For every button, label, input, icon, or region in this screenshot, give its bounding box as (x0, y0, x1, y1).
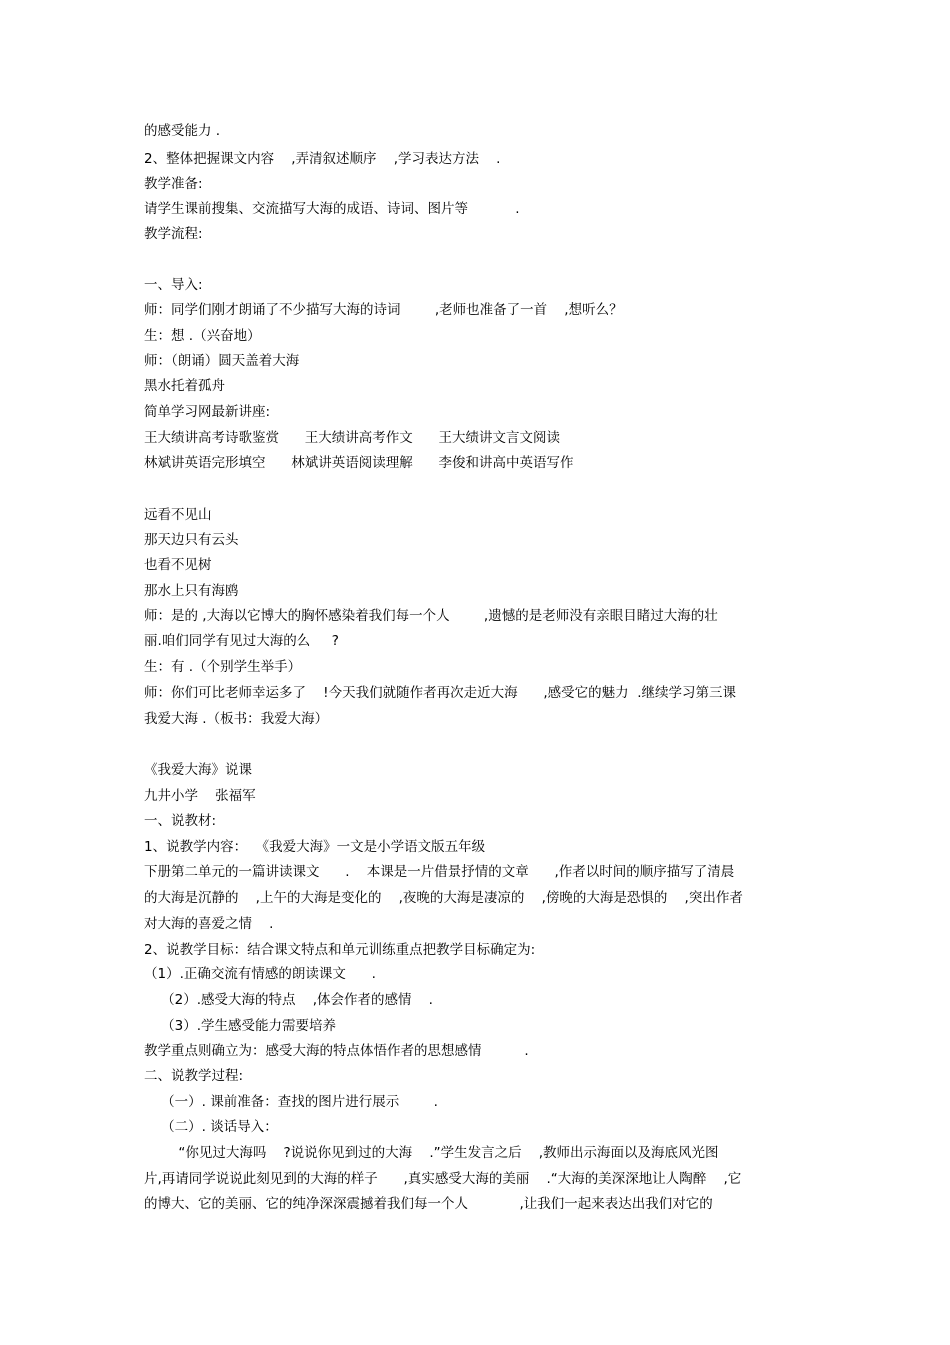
text-line: 《我爱大海》说课 (144, 762, 252, 778)
text-line: 我爱大海 .（板书：我爱大海） (144, 711, 329, 727)
text-line: 师：是的 ,大海以它博大的胸怀感染着我们每一个人 ,遗憾的是老师没有亲眼目睹过大海的壮 (144, 608, 718, 624)
text-line: 也看不见树 (144, 557, 212, 573)
text-line: （3）.学生感受能力需要培养 (144, 1018, 337, 1034)
text-line: 远看不见山 (144, 507, 212, 523)
text-line: 师：同学们刚才朗诵了不少描写大海的诗词 ,老师也准备了一首 ,想听么？ (144, 302, 623, 318)
text-line: 一、说教材: (144, 813, 217, 829)
text-line: 教学流程: (144, 226, 203, 242)
text-line: 2、说教学目标：结合课文特点和单元训练重点把教学目标确定为: (144, 942, 536, 958)
text-line: 片,再请同学说说此刻见到的大海的样子 ,真实感受大海的美丽 .“大海的美深深地让人陶醉 ,它 (144, 1171, 742, 1187)
text-line: 的感受能力 . (144, 123, 221, 139)
text-line: （二）. 谈话导入： (144, 1119, 278, 1135)
text-line: 丽.咱们同学有见过大海的么 ? (144, 633, 339, 649)
text-line: 师：（朗诵）圆天盖着大海 (144, 353, 300, 369)
text-line: 教学准备: (144, 176, 203, 192)
text-line: 生：有 .（个别学生举手） (144, 659, 302, 675)
text-line: 教学重点则确立为：感受大海的特点体悟作者的思想感情 . (144, 1043, 529, 1059)
text-line: 2、整体把握课文内容 ,弄清叙述顺序 ,学习表达方法 . (144, 151, 501, 167)
text-line: 黑水托着孤舟 (144, 378, 225, 394)
text-line: 简单学习网最新讲座: (144, 404, 271, 420)
text-line: 九井小学 张福军 (144, 788, 256, 804)
text-line: 请学生课前搜集、交流描写大海的成语、诗词、图片等 . (144, 201, 520, 217)
text-line: 下册第二单元的一篇讲读课文 . 本课是一片借景抒情的文章 ,作者以时间的顺序描写了清晨 (144, 864, 735, 880)
text-line: （2）.感受大海的特点 ,体会作者的感情 . (144, 992, 433, 1008)
text-line: 那水上只有海鸥 (144, 583, 239, 599)
text-line: 师：你们可比老师幸运多了 !今天我们就随作者再次走近大海 ,感受它的魅力 .继续学习第三课 (144, 685, 736, 701)
text-line: 的大海是沉静的 ,上午的大海是变化的 ,夜晚的大海是凄凉的 ,傍晚的大海是恐惧的 ,突出作者 (144, 890, 743, 906)
text-line: 生：想 .（兴奋地） (144, 328, 261, 344)
text-line: 林斌讲英语完形填空 林斌讲英语阅读理解 李俊和讲高中英语写作 (144, 455, 574, 471)
text-line: 对大海的喜爱之情 . (144, 916, 274, 932)
text-line: 1、说教学内容： 《我爱大海》一文是小学语文版五年级 (144, 839, 486, 855)
text-line: （1）.正确交流有情感的朗读课文 . (144, 966, 376, 982)
text-line: （一）. 课前准备：查找的图片进行展示 . (144, 1094, 438, 1110)
text-line: 的博大、它的美丽、它的纯净深深震撼着我们每一个人 ,让我们一起来表达出我们对它的 (144, 1196, 713, 1212)
text-line: 二、说教学过程: (144, 1068, 244, 1084)
text-line: 一、导入: (144, 277, 203, 293)
text-line: “你见过大海吗 ?说说你见到过的大海 .”学生发言之后 ,教师出示海面以及海底风光图 (144, 1145, 719, 1161)
text-line: 那天边只有云头 (144, 532, 239, 548)
text-line: 王大绩讲高考诗歌鉴赏 王大绩讲高考作文 王大绩讲文言文阅读 (144, 430, 560, 446)
